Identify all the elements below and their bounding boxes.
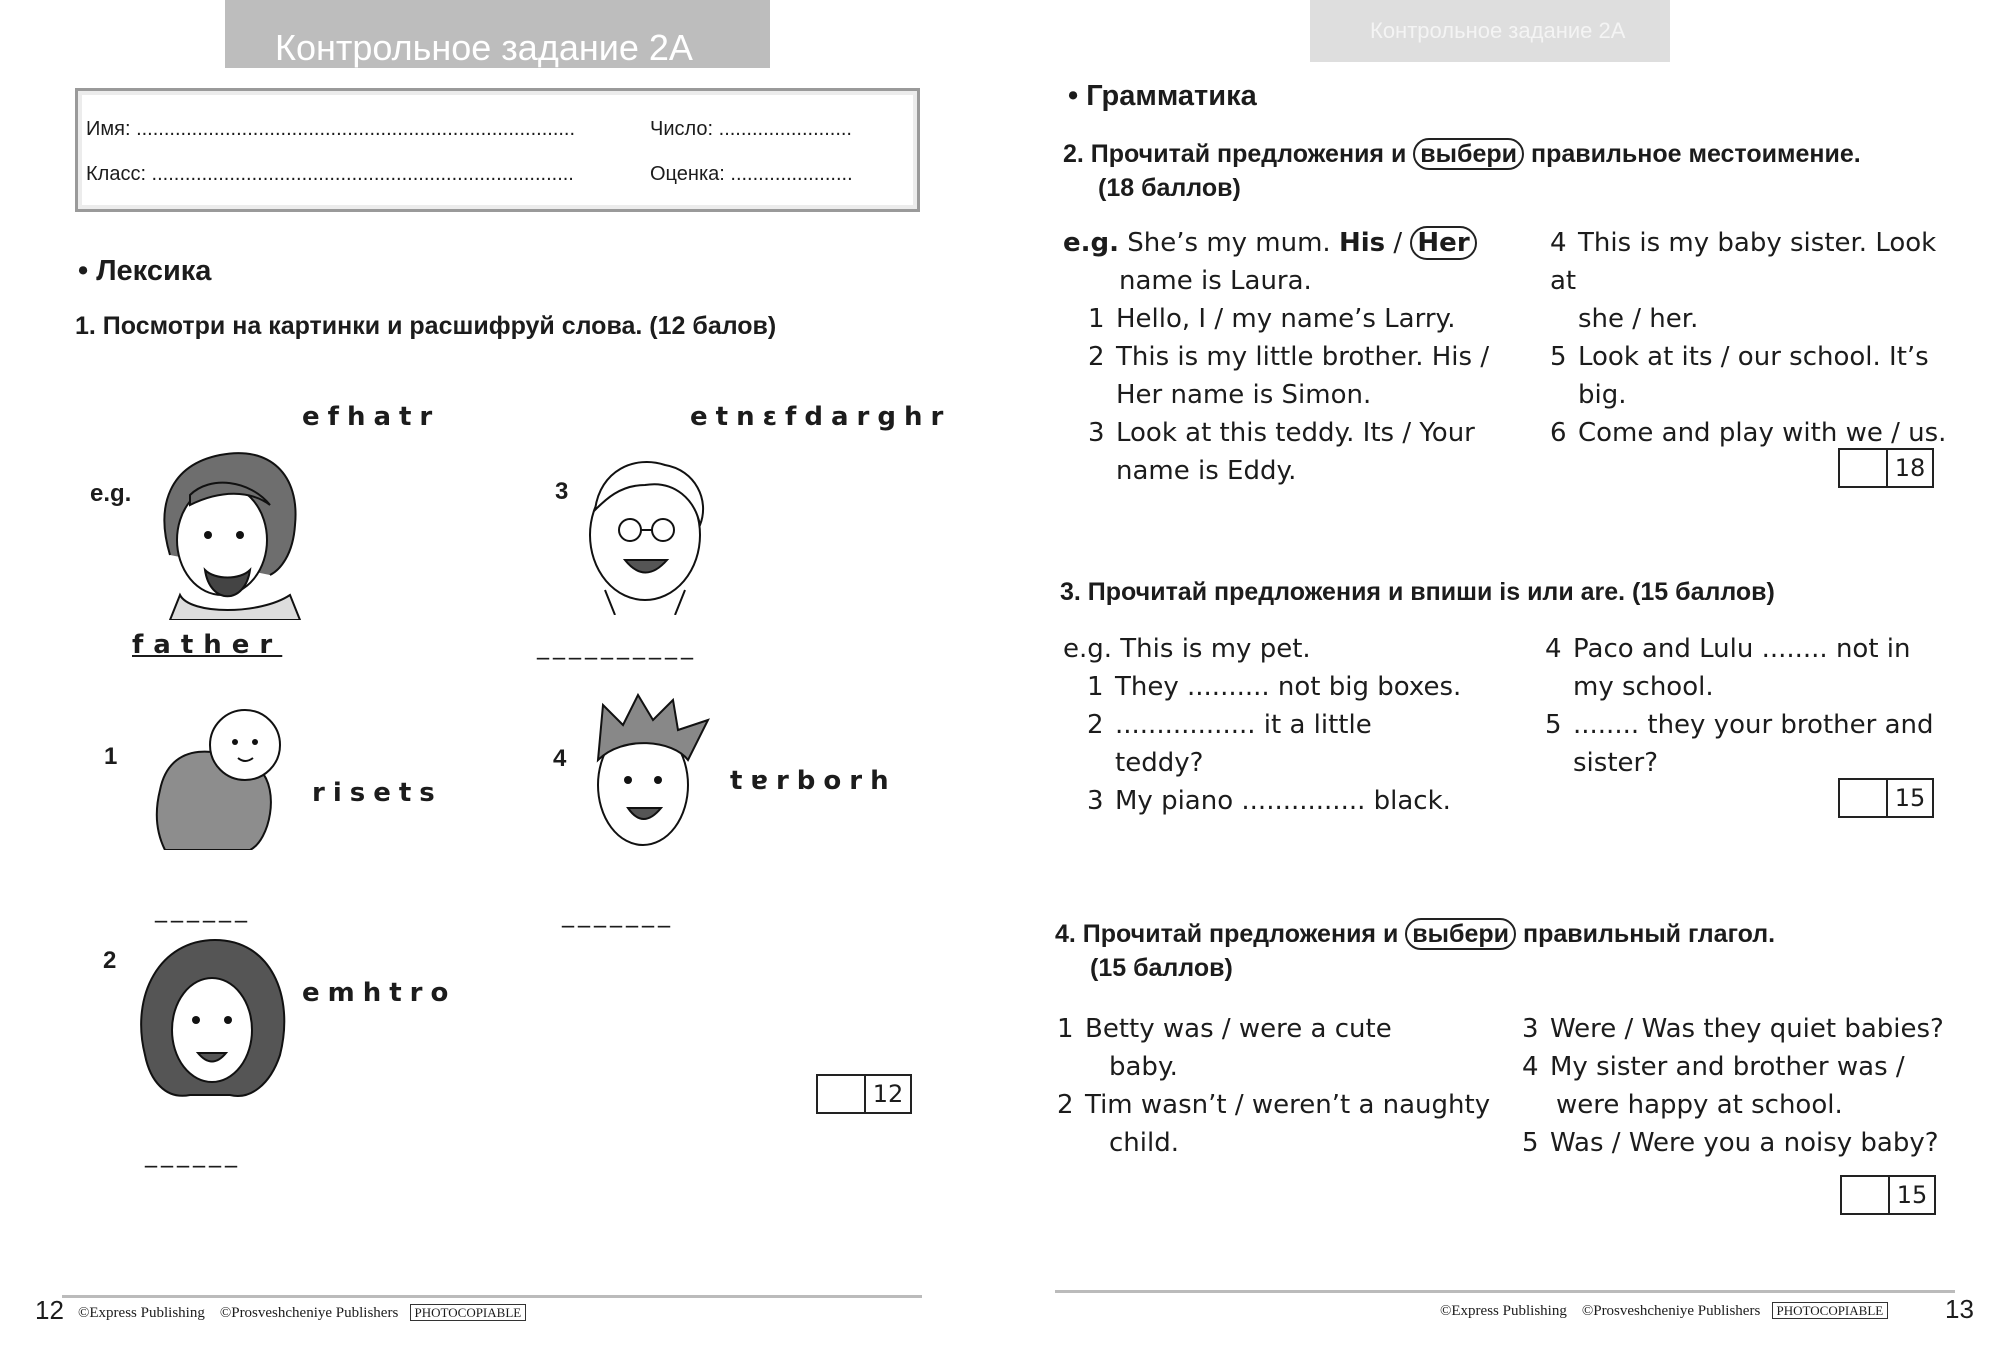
- task3-item4-number: 4: [1545, 634, 1562, 664]
- brother-portrait: [583, 690, 718, 855]
- task4-item5-number: 5: [1522, 1128, 1539, 1158]
- task1-eg-answer: father: [132, 630, 283, 660]
- section-grammar: • Грамматика: [1068, 80, 1257, 112]
- task3-item4-text: Paco and Lulu ........ not in: [1573, 634, 1911, 664]
- task1-item1-number: 1: [104, 743, 118, 770]
- task1-item4-scrambled[interactable]: tɐrborh: [730, 766, 897, 796]
- task4-item3[interactable]: [1522, 1010, 1967, 1048]
- task4-item4-text: My sister and brother was /: [1550, 1052, 1905, 1082]
- task2-title-part1: 2. Прочитай предложения и: [1063, 140, 1407, 168]
- task4-item1[interactable]: [1057, 1010, 1497, 1048]
- task2-item4[interactable]: [1550, 224, 1970, 300]
- task4-item1-number: 1: [1057, 1014, 1074, 1044]
- left-footer-pub1: ©Express Publishing: [78, 1305, 205, 1321]
- task3-item2-cont: teddy?: [1115, 748, 1204, 778]
- task2-item2-cont: Her name is Simon.: [1116, 380, 1372, 410]
- task1-eg-label: e.g.: [90, 480, 132, 507]
- task3-example: e.g. This is my pet.: [1063, 634, 1311, 664]
- left-banner: Контрольное задание 2А: [225, 0, 770, 68]
- task1-score-input[interactable]: [818, 1076, 866, 1112]
- task2-title: [1063, 136, 1861, 172]
- task4-item1-text: Betty was / were a cute: [1085, 1014, 1392, 1044]
- right-banner: Контрольное задание 2А: [1310, 0, 1670, 62]
- task1-item4-number: 4: [553, 745, 567, 772]
- left-footer-rule: [62, 1295, 922, 1298]
- name-field[interactable]: Имя: ...............................................................................: [86, 118, 576, 140]
- task3-item5-number: 5: [1545, 710, 1562, 740]
- task4-right-items: [1522, 1010, 1967, 1162]
- task3-item1[interactable]: [1063, 668, 1523, 706]
- task1-item4-answer-blank[interactable]: _______: [562, 900, 674, 928]
- task2-eg-option1: His: [1338, 228, 1386, 258]
- task1-item3-answer-blank[interactable]: __________: [537, 632, 697, 660]
- task3-score-box[interactable]: [1838, 778, 1934, 818]
- task1-title: 1. Посмотри на картинки и расшифруй слова. (12 балов): [75, 312, 777, 340]
- task4-item4-cont: were happy at school.: [1556, 1090, 1843, 1120]
- task2-item2-text: This is my little brother. His /: [1116, 342, 1490, 372]
- task1-max-score: 12: [872, 1080, 904, 1108]
- task4-item2-text: Tim wasn’t / weren’t a naughty: [1085, 1090, 1491, 1120]
- baby-picture: [150, 700, 300, 850]
- task3-item5-text: ........ they your brother and: [1573, 710, 1934, 740]
- task3-item1-text: They .......... not big boxes.: [1115, 672, 1462, 702]
- task3-left-items: [1063, 630, 1523, 820]
- task1-item2-scrambled[interactable]: emhtro: [302, 978, 457, 1008]
- task2-score-input[interactable]: [1840, 450, 1888, 486]
- task4-item4[interactable]: [1522, 1048, 1967, 1086]
- task4-max-score: 15: [1896, 1181, 1928, 1209]
- task2-right-items: [1550, 224, 1970, 452]
- task4-item5[interactable]: [1522, 1124, 1967, 1162]
- task4-item2-number: 2: [1057, 1090, 1074, 1120]
- task2-item1-text: Hello, I / my name’s Larry.: [1116, 304, 1456, 334]
- task2-item4-cont: she / her.: [1578, 304, 1699, 334]
- task4-choose-circled: выбери: [1405, 918, 1516, 950]
- task2-score-box[interactable]: [1838, 448, 1934, 488]
- task2-item3-number: 3: [1088, 418, 1105, 448]
- father-portrait: [150, 445, 305, 620]
- task3-item2[interactable]: [1063, 706, 1523, 744]
- task4-left-items: [1057, 1010, 1497, 1162]
- task3-item3[interactable]: [1063, 782, 1523, 820]
- student-info-box: [75, 88, 920, 212]
- task2-item4-text: This is my baby sister. Look at: [1550, 228, 1937, 296]
- task2-item5-text: Look at its / our school. It’s: [1578, 342, 1929, 372]
- task3-item4-cont: my school.: [1573, 672, 1714, 702]
- task2-title-part2: правильное местоимение.: [1530, 140, 1861, 168]
- task2-item2[interactable]: [1088, 338, 1508, 376]
- task4-title: [1055, 916, 1775, 952]
- task4-item1-cont: baby.: [1109, 1052, 1178, 1082]
- task1-item1-answer-blank[interactable]: ______: [155, 895, 251, 923]
- task2-item2-number: 2: [1088, 342, 1105, 372]
- task1-item2-number: 2: [103, 947, 117, 974]
- task3-right-items: [1545, 630, 1965, 782]
- left-page-number: 12: [35, 1295, 64, 1325]
- task2-max-score: 18: [1894, 454, 1926, 482]
- task4-points: (15 баллов): [1090, 954, 1233, 982]
- date-field[interactable]: Число: ........................: [650, 118, 852, 140]
- task4-item5-text: Was / Were you a noisy baby?: [1550, 1128, 1939, 1158]
- task3-item5-cont: sister?: [1573, 748, 1658, 778]
- right-photocopiable-stamp: PHOTOCOPIABLE: [1772, 1302, 1889, 1319]
- right-footer-pub2: ©Prosveshcheniye Publishers: [1581, 1303, 1761, 1319]
- task2-item5[interactable]: [1550, 338, 1970, 376]
- grandfather-portrait: [575, 450, 725, 615]
- task3-item5[interactable]: [1545, 706, 1965, 744]
- task2-item3-text: Look at this teddy. Its / Your: [1116, 418, 1475, 448]
- task4-score-input[interactable]: [1842, 1177, 1890, 1213]
- task2-item6-text: Come and play with we / us.: [1578, 418, 1947, 448]
- left-photocopiable-stamp: PHOTOCOPIABLE: [410, 1304, 527, 1321]
- right-page-number: 13: [1945, 1294, 1974, 1324]
- task1-item1-scrambled[interactable]: risets: [312, 778, 443, 808]
- task2-item6[interactable]: [1550, 414, 1970, 452]
- task2-item3-cont: name is Eddy.: [1116, 456, 1297, 486]
- task4-item4-number: 4: [1522, 1052, 1539, 1082]
- task3-item1-number: 1: [1087, 672, 1104, 702]
- task2-eg-separator: /: [1393, 228, 1403, 258]
- task4-title-part1: 4. Прочитай предложения и: [1055, 920, 1399, 948]
- task2-item3[interactable]: [1088, 414, 1508, 452]
- grade-field[interactable]: Оценка: ......................: [650, 163, 853, 185]
- task2-points: (18 баллов): [1098, 174, 1241, 202]
- task1-item3-scrambled[interactable]: etnɛfdarghr: [690, 402, 952, 432]
- task2-choose-circled: выбери: [1413, 138, 1524, 170]
- task3-item4[interactable]: [1545, 630, 1965, 668]
- task2-item5-cont: big.: [1578, 380, 1627, 410]
- task2-eg-text-a: She’s my mum.: [1127, 228, 1331, 258]
- task2-item1-number: 1: [1088, 304, 1105, 334]
- task1-item3-number: 3: [555, 478, 569, 505]
- task3-score-input[interactable]: [1840, 780, 1888, 816]
- task3-item3-text: My piano ............... black.: [1115, 786, 1451, 816]
- right-footer-publishers: [1440, 1303, 1888, 1320]
- left-footer-pub2: ©Prosveshcheniye Publishers: [219, 1305, 399, 1321]
- task3-max-score: 15: [1894, 784, 1926, 812]
- task3-item2-number: 2: [1087, 710, 1104, 740]
- task4-item3-number: 3: [1522, 1014, 1539, 1044]
- task2-item6-number: 6: [1550, 418, 1567, 448]
- task1-eg-scrambled: efhatr: [302, 402, 441, 432]
- task4-title-part2: правильный глагол.: [1522, 920, 1776, 948]
- right-footer-pub1: ©Express Publishing: [1440, 1303, 1567, 1319]
- task2-item4-number: 4: [1550, 228, 1567, 258]
- task1-item2-answer-blank[interactable]: ______: [145, 1140, 241, 1168]
- task3-item2-text: ................. it a little: [1115, 710, 1372, 740]
- task2-item1[interactable]: [1088, 300, 1508, 338]
- task3-item3-number: 3: [1087, 786, 1104, 816]
- task4-item2[interactable]: [1057, 1086, 1497, 1124]
- right-footer-rule: [1055, 1290, 1955, 1293]
- task2-example: [1063, 224, 1503, 300]
- section-vocabulary: • Лексика: [78, 255, 212, 287]
- class-field[interactable]: Класс: ............................................................................: [86, 163, 574, 185]
- task2-eg-label: e.g.: [1063, 228, 1119, 258]
- task2-left-items: [1088, 300, 1508, 490]
- task3-title: 3. Прочитай предложения и впиши is или are. (15 баллов): [1060, 578, 1775, 606]
- task2-eg-circled-answer: Her: [1410, 226, 1476, 260]
- task2-item5-number: 5: [1550, 342, 1567, 372]
- left-footer-publishers: [78, 1305, 526, 1322]
- task4-item3-text: Were / Was they quiet babies?: [1550, 1014, 1944, 1044]
- mother-portrait: [130, 935, 295, 1105]
- task1-score-box[interactable]: [816, 1074, 912, 1114]
- task4-score-box[interactable]: [1840, 1175, 1936, 1215]
- task2-eg-text-b: name is Laura.: [1119, 266, 1312, 296]
- task4-item2-cont: child.: [1109, 1128, 1179, 1158]
